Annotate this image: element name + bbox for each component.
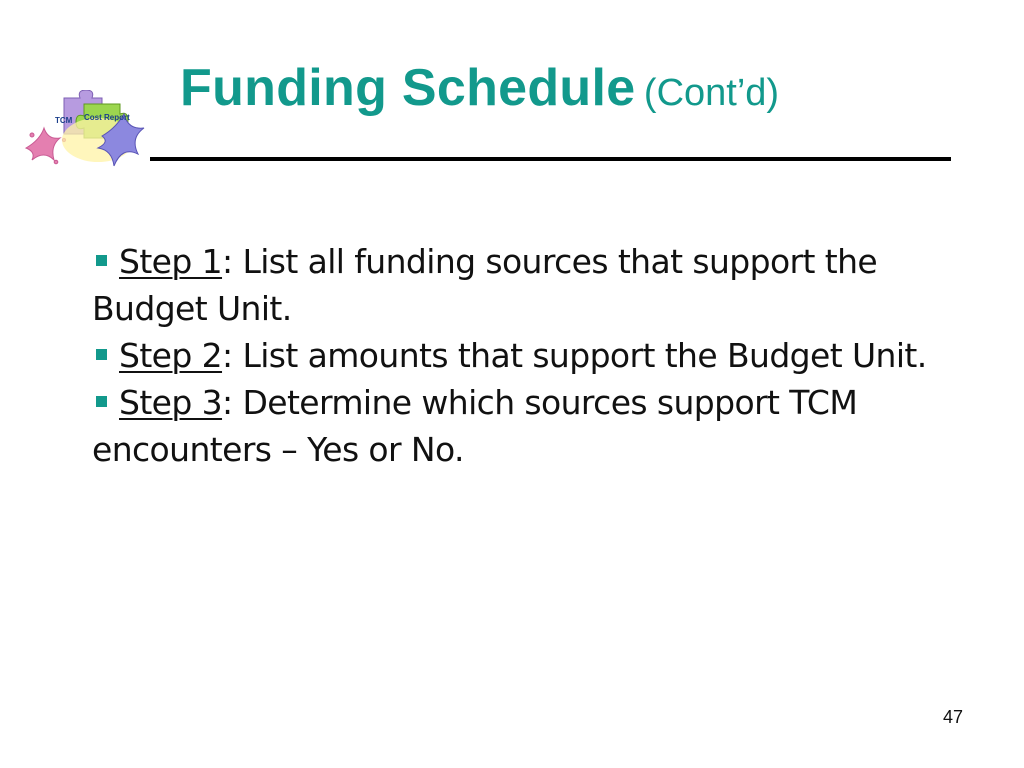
logo-text-right: Cost Report — [84, 113, 130, 122]
title-suffix: (Cont’d) — [643, 72, 780, 114]
bullet-item-step-3 — [92, 379, 972, 473]
square-bullet-icon — [96, 349, 107, 360]
step-3-text: : Determine which sources support TCM encounters – Yes or No. — [92, 383, 858, 469]
bullet-item-step-2 — [92, 332, 972, 379]
tcm-cost-report-logo — [20, 90, 160, 175]
square-bullet-icon — [96, 396, 107, 407]
step-1-label: Step 1 — [119, 242, 223, 281]
step-2-label: Step 2 — [119, 336, 223, 375]
page-number: 47 — [942, 707, 963, 727]
bullet-list — [92, 238, 972, 473]
puzzle-logo-icon — [20, 90, 160, 175]
step-1-text: : List all funding sources that support the Budget Unit. — [92, 242, 878, 328]
slide-title — [180, 58, 779, 118]
title-main: Funding Schedule — [180, 59, 636, 117]
step-3-label: Step 3 — [119, 383, 223, 422]
step-2-text: : List amounts that support the Budget Unit. — [222, 336, 927, 375]
logo-text-left: TCM — [55, 116, 73, 125]
square-bullet-icon — [96, 255, 107, 266]
title-underline-rule — [150, 157, 951, 161]
bullet-item-step-1 — [92, 238, 972, 332]
